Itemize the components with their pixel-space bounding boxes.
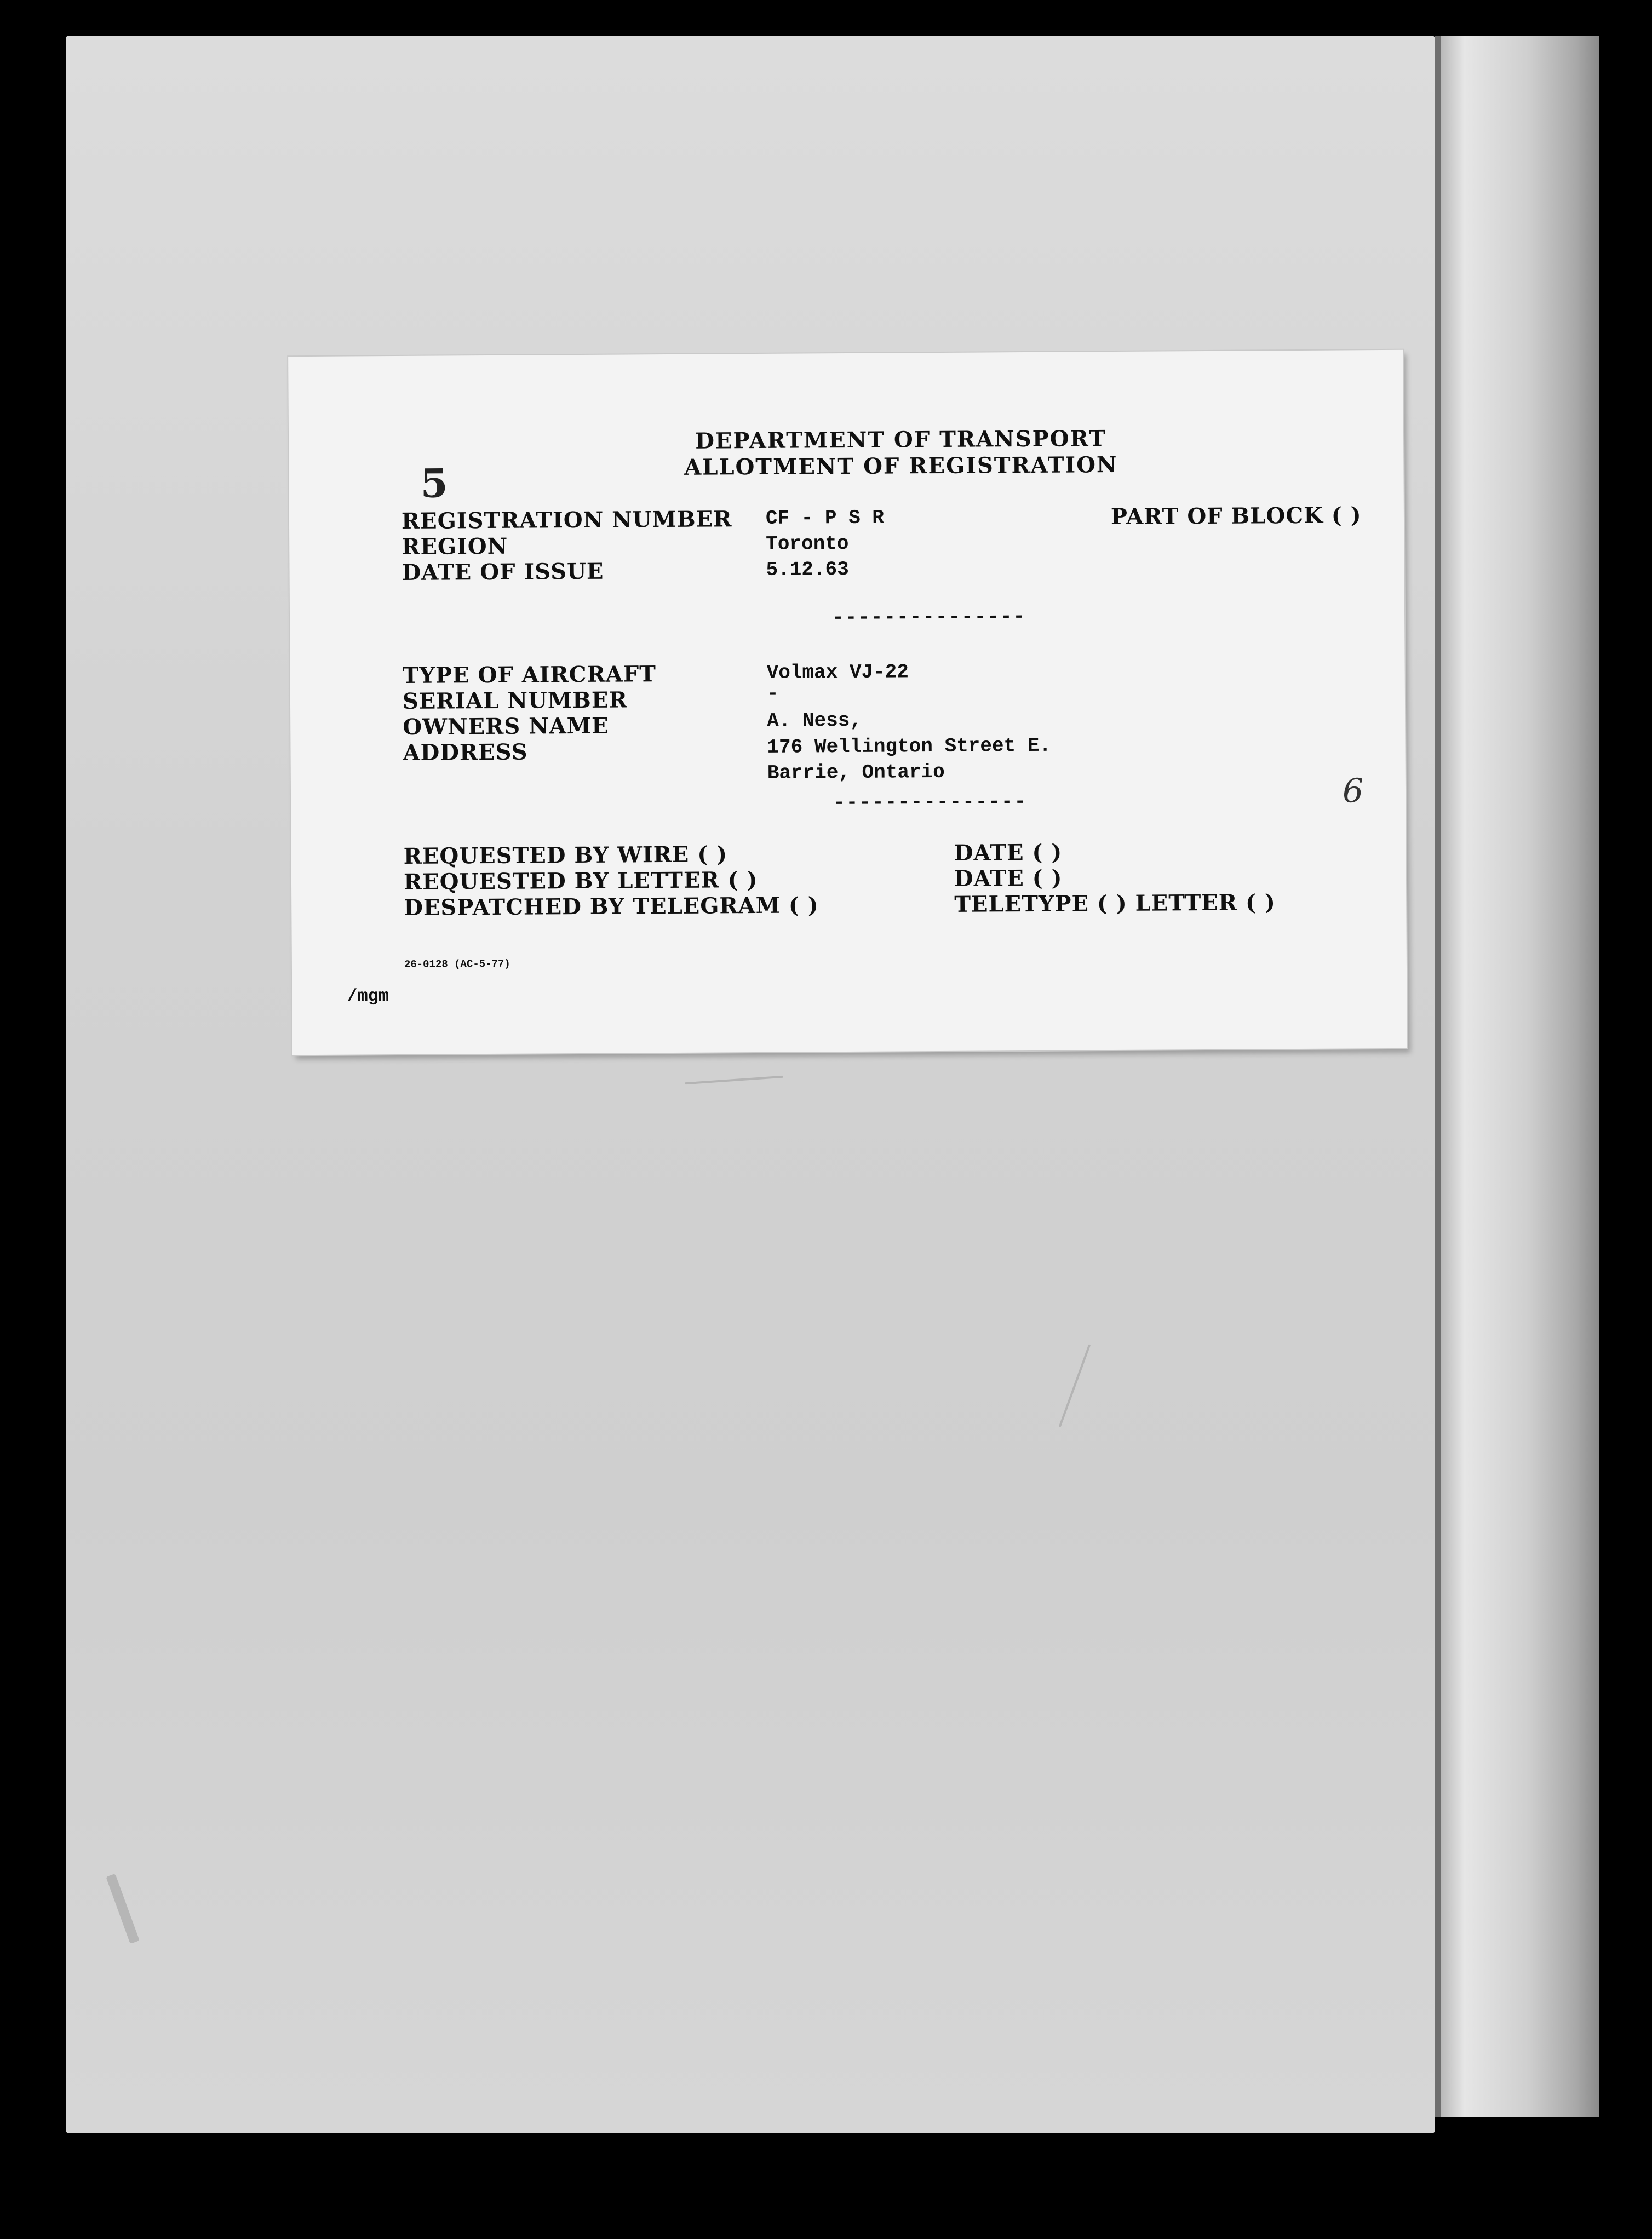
separator-line: --------------- (831, 605, 1026, 629)
address-line-2: Barrie, Ontario (767, 760, 945, 784)
registration-card (288, 350, 1407, 1055)
region-label: REGION (401, 533, 508, 560)
despatched-by-telegram: DESPATCHED BY TELEGRAM ( ) (404, 892, 819, 921)
typist-initials: /mgm (347, 986, 389, 1007)
owners-name-label: OWNERS NAME (403, 713, 609, 740)
registration-number-label: REGISTRATION NUMBER (401, 506, 732, 534)
handwritten-note: 6 (1342, 772, 1364, 811)
serial-number-label: SERIAL NUMBER (402, 687, 628, 714)
address-label: ADDRESS (403, 739, 528, 766)
owners-name-value: A. Ness, (767, 709, 862, 732)
date-of-issue-value: 5.12.63 (766, 558, 849, 581)
date-of-issue-label: DATE OF ISSUE (401, 558, 604, 585)
card-header-department: DEPARTMENT OF TRANSPORT (695, 426, 1107, 454)
corner-mark: 5 (420, 460, 448, 507)
region-value: Toronto (766, 532, 849, 555)
serial-number-value: - (766, 682, 779, 705)
date-field-1: DATE ( ) (954, 839, 1063, 866)
type-of-aircraft-value: Volmax VJ-22 (766, 661, 909, 684)
address-line-1: 176 Wellington Street E. (767, 734, 1052, 759)
date-field-2: DATE ( ) (954, 865, 1063, 892)
card-header-title: ALLOTMENT OF REGISTRATION (684, 451, 1118, 480)
file-folder-cover (66, 36, 1435, 2133)
registration-number-value: CF - P S R (765, 506, 885, 530)
teletype-letter: TELETYPE ( ) LETTER ( ) (954, 889, 1276, 917)
form-number: 26-0128 (AC-5-77) (404, 957, 510, 971)
requested-by-wire: REQUESTED BY WIRE ( ) (403, 841, 728, 869)
part-of-block-label: PART OF BLOCK ( ) (1110, 502, 1362, 530)
requested-by-letter: REQUESTED BY LETTER ( ) (403, 867, 758, 895)
separator-line: --------------- (833, 790, 1028, 814)
type-of-aircraft-label: TYPE OF AIRCRAFT (402, 661, 657, 688)
folder-spine (1435, 36, 1599, 2117)
